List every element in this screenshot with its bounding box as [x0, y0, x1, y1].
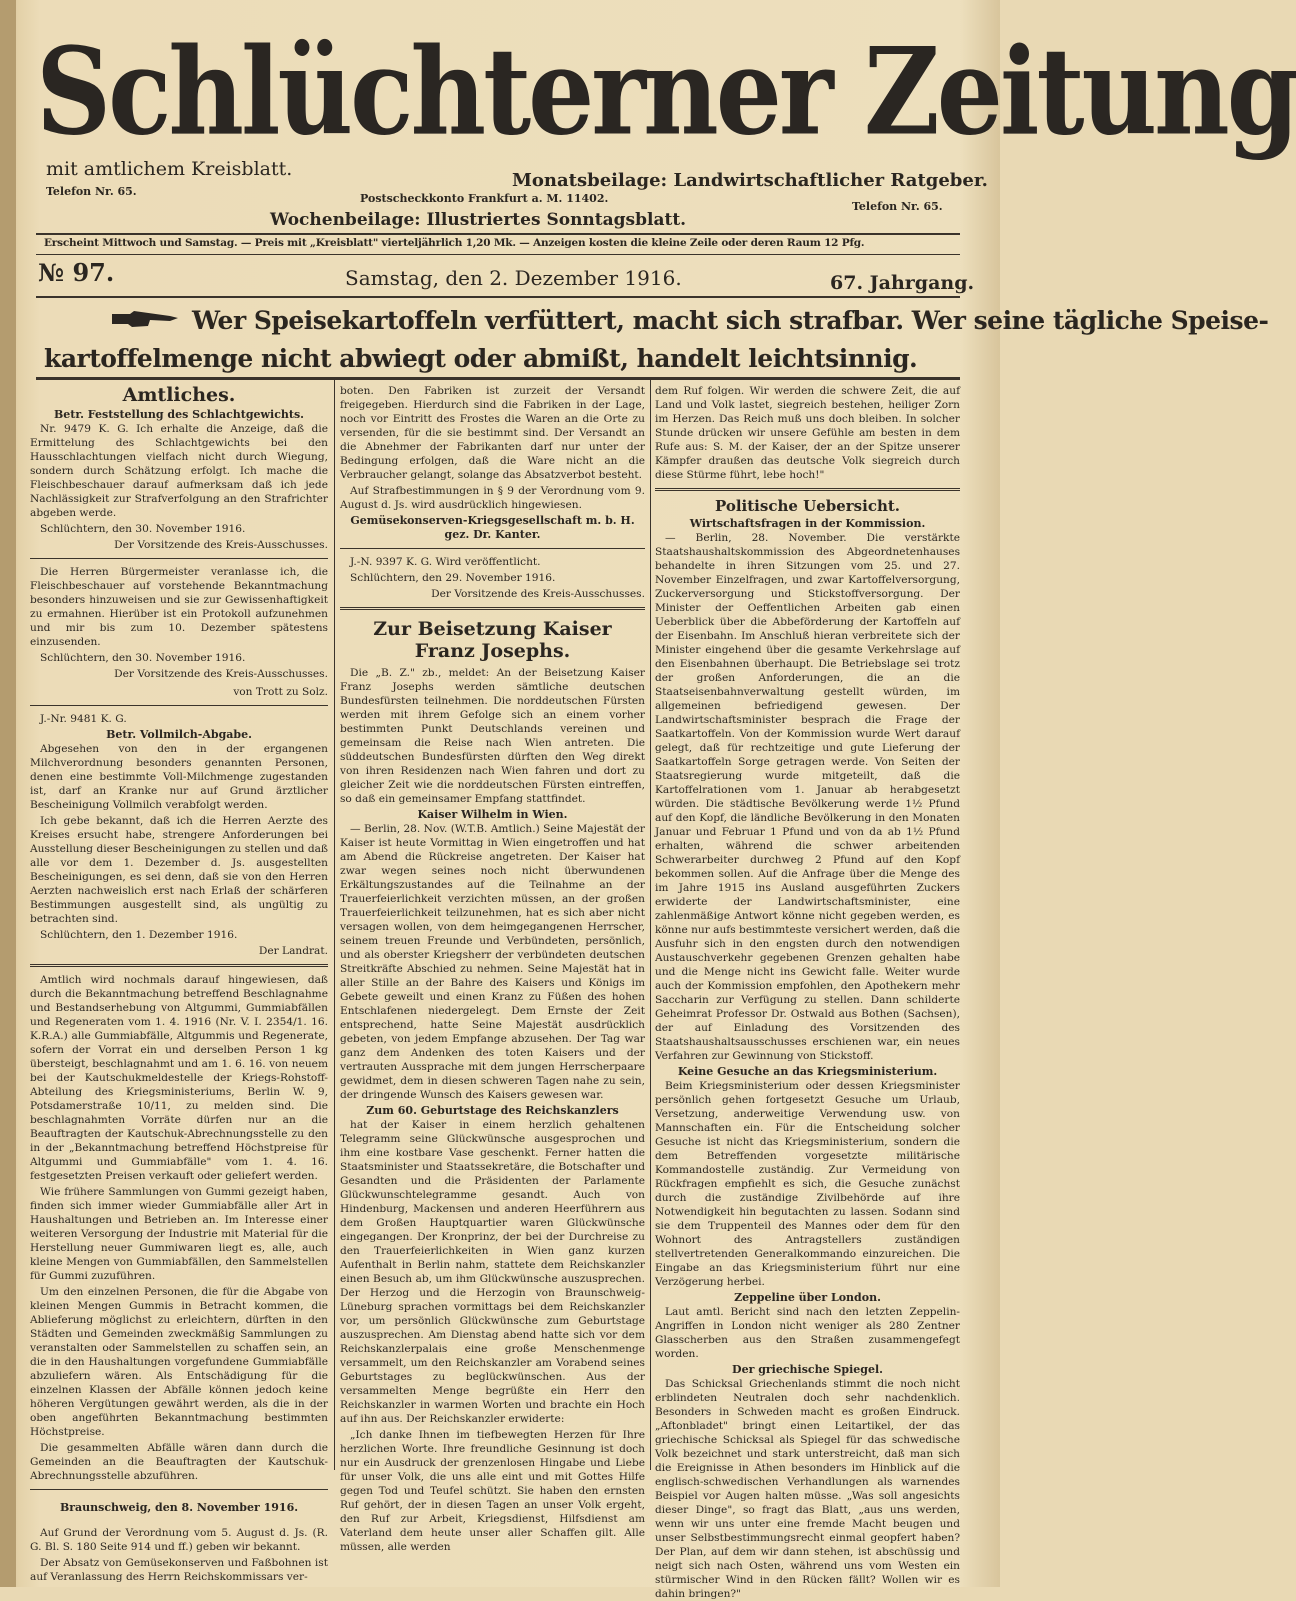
- article-text: — Berlin, 28. Nov. (W.T.B. Amtlich.) Seine Majestät der Kaiser ist heute Vormittag in Wien eingetroffen und hat am Abend die Rückreise angetreten. Der Kaiser hat zwar wegen seines noch nicht überwundenen Erkältungszustandes auf die Teilnahme an der Trauerfeierlichkeit verzichten müssen, an der großen Trauerfeierlichkeit teilzunehmen, hat es sich aber nicht versagen wollen, von dem heimgegangenen Herrscher, seinem treuen Freunde und Verbündeten, persönlich, und als oberster Kriegsherr der verbündeten deutschen Streitkräfte Abschied zu nehmen. Seine Majestät hat in aller Stille an der Bahre des Kaisers und Königs im Gebete geweilt und einen Kranz zu Füßen des hohen Entschlafenen niedergelegt. Dem Ernste der Zeit entsprechend, hatte Seine Majestät ausdrücklich gebeten, von jedem Empfange abzusehen. Der Tag war ganz dem Andenken des toten Kaisers und der vertrauten Aussprache mit dem jungen Herrscherpaare gewidmet, dem in diesen schweren Tagen nahe zu sein, der dringende Wunsch des Kaisers gewesen war.: [340, 823, 645, 1101]
- article-text: „Ich danke Ihnen im tiefbewegten Herzen für Ihre herzlichen Worte. Ihre freundliche Gesinnung ist doch nur ein Ausdruck der grenzenlosen Hingabe und Liebe für unser Volk, die uns alle eint und mit Gottes Hilfe gegen Tod und Teufel schützt. Sie haben den ernsten Ruf gehört, der in diesen Tagen an unser Volk ergeht, den Ruf zur Arbeit, Kriegsdienst, Hilfsdienst am Vaterland dem heute unser aller Schaffen gilt. Alle müssen, alle werden: [340, 1429, 645, 1553]
- dateline: Schlüchtern, den 29. November 1916.: [350, 572, 556, 584]
- article-title: Keine Gesuche an das Kriegsministerium.: [677, 1065, 938, 1078]
- article-text: — Berlin, 28. November. Die verstärkte Staatshaushaltskommission des Abgeordnetenhauses behandelte in ihren Sitzungen vom 25. und 27. November Einzelfragen, und zwar Kartoffelversorgung, Zuckerversorgung und Stickstoffversorgung. Der Minister der Oeffentlichen Arbeiten gab einen Ueberblick über die Abbeförderung der Kartoffeln auf der Eisenbahn. Im Anschluß hieran verbreitete sich der Minister eingehend über die gesamte Verkehrslage auf den Eisenbahnen überhaupt. Die Betriebslage sei trotz der großen Anforderungen, die an die Staatseisenbahnverwaltung gestellt würden, im allgemeinen befriedigend gewesen. Der Landwirtschaftsminister besprach die Frage der Saatkartoffeln. Von der Kommission wurde Wert darauf gelegt, daß für rechtzeitige und gute Lieferung der Saatkartoffeln Sorge getragen werde. Von Seiten der Staatsregierung wurde mitgeteilt, daß die Kartoffelrationen vom 1. Januar ab herabgesetzt würden. Die städtische Bevölkerung werde 1½ Pfund auf den Kopf, die ländliche Bevölkerung in den Monaten Januar und Februar 1 Pfund und von da ab 1½ Pfund erhalten, während die schwer arbeitenden Schwerarbeiter durchweg 2 Pfund auf den Kopf bekommen sollen. Auf die Anfrage über die Menge des im Jahre 1915 ins Ausland ausgeführten Zuckers erwiderte der Landwirtschaftsminister, eine zahlenmäßige Antwort könne nicht gegeben werden, es könne nur aufs bestimmteste versichert werden, daß die Ausfuhr sich in den engsten durch den notwendigen Austauschverkehr gegebenen Grenzen gehalten habe und die Menge nicht ins Gewicht falle. Weiter wurde auch der Kommission empfohlen, den Apothekern mehr Saccharin zur Verfügung zu stellen. Dann schilderte Geheimrat Professor Dr. Ostwald aus Bothen (Sachsen), der auf Einladung des Vorsitzenden des Staatshaushaltsausschusses erschienen war, ein neues Verfahren zur Gewinnung von Stickstoff.: [655, 532, 960, 1062]
- section-heading-beisetzung: Zur Beisetzung Kaiser Franz Josephs.: [373, 618, 612, 662]
- rule: [36, 254, 960, 255]
- monatsbeilage: Monatsbeilage: Landwirtschaftlicher Ratgeber.: [512, 170, 988, 191]
- separator: [30, 558, 328, 559]
- separator: [30, 964, 328, 967]
- separator: [30, 1489, 328, 1490]
- issue-number: № 97.: [38, 258, 115, 287]
- article-text: Um den einzelnen Personen, die für die Abgabe von kleinen Mengen Gummis in Betracht kommen, die Ablieferung möglichst zu erleichtern, dürften in den Städten und Gemeinden zweckmäßig Sammlungen zu veranstalten oder Sammelstellen zu schaffen sein, an die in den Haushaltungen vorgefundene Gummiabfälle abzuliefern wären. Als Entschädigung für die einzelnen Klassen der Abfälle können jedoch keine höheren Vergütungen gewährt werden, als die in der oben angeführten Bekanntmachung bestimmten Höchstpreise.: [30, 1286, 328, 1438]
- dateline: Schlüchtern, den 1. Dezember 1916.: [40, 929, 238, 941]
- column-2: [340, 384, 645, 1553]
- article-text: Nr. 9479 K. G. Ich erhalte die Anzeige, daß die Ermittelung des Schlachtgewichts bei den Hausschlachtungen vielfach nicht durch Wiegung, sondern durch Schätzung erfolgt. Ich mache die Fleischbeschauer darauf aufmerksam daß ich jede Nachlässigkeit zur Strafverfolgung an den Strafrichter abgeben werde.: [30, 423, 328, 519]
- section-heading-amtliches: Amtliches.: [122, 384, 236, 406]
- article-text: Amtlich wird nochmals darauf hingewiesen, daß durch die Bekanntmachung betreffend Beschlagnahme und Bestandserhebung von Altgummi, Gummiabfällen und Regeneraten vom 1. 4. 1916 (Nr. V. I. 2354/1. 16. K.R.A.) alle Gummiabfälle, Altgummis und Regenerate, sofern der Vorrat ein und derselben Person 1 kg übersteigt, beschlagnahmt und am 1. 6. 16. von neuem bei der Kautschukmeldestelle der Kriegs-Rohstoff-Abteilung des Kriegsministeriums, Berlin W. 9, Potsdamerstraße 10/11, zu melden sind. Die beschlagnahmten Vorräte dürfen nur an die Beauftragten der Kautschuk-Abrechnungsstelle zu den in der „Bekanntmachung betreffend Höchstpreise für Altgummi und Gummiabfälle" vom 1. 4. 16. festgesetzten Preisen verkauft oder geliefert werden.: [30, 974, 328, 1182]
- signature-name: von Trott zu Solz.: [233, 686, 328, 698]
- separator: [340, 548, 645, 549]
- article-text: Ich gebe bekannt, daß ich die Herren Aerzte des Kreises ersucht habe, strengere Anforderungen bei Ausstellung dieser Bescheinigungen zu stellen und daß alle vor dem 1. Dezember d. Js. ausgestellten Bescheinigungen, es sei denn, daß sie von den Herren Aerzten nachweislich erst nach Erlaß der schärferen Bestimmungen ausgestellt sind, als ungültig zu betrachten sind.: [30, 815, 328, 925]
- article-text: Das Schicksal Griechenlands stimmt die noch nicht erblindeten Neutralen doch sehr nachdenklich. Besonders in Schweden macht es großen Eindruck. „Aftonbladet" bringt einen Leitartikel, der das griechische Schicksal als Spiegel für das schwedische Volk bezeichnet und stark unterstreicht, daß man sich die Ereignisse in Athen besonders im Hinblick auf die englisch-schwedischen Verhandlungen als warnendes Beispiel vor Augen halten müsse. „Was soll angesichts dieser Dinge", so fragt das Blatt, „aus uns werden, wenn wir uns unter eine fremde Macht beugen und unser Selbstbestimmungsrecht einmal geopfert haben? Der Plan, auf dem wir dann stehen, ist abschüssig und neigt sich nach Osten, während uns vom Westen ein stürmischer Wind in den Rücken fällt? Wollen wir es dahin bringen?": [655, 1378, 960, 1600]
- dateline: Schlüchtern, den 30. November 1916.: [40, 523, 246, 535]
- erscheint-line: Erscheint Mittwoch und Samstag. — Preis mit „Kreisblatt" vierteljährlich 1,20 Mk. — Anzeigen kosten die kleine Zeile oder deren Raum 12 Pfg.: [44, 237, 865, 249]
- article-title: Wirtschaftsfragen in der Kommission.: [689, 517, 926, 530]
- warning-line-2: kartoffelmenge nicht abwiegt oder abmißt, handelt leichtsinnig.: [44, 344, 918, 373]
- column-1: [30, 384, 328, 1583]
- article-text: dem Ruf folgen. Wir werden die schwere Zeit, die auf Land und Volk lastet, siegreich bestehen, heiliger Zorn im Herzen. Das Reich muß uns doch bleiben. In solcher Stunde drücken wir unsere Gefühle am besten in dem Rufe aus: S. M. der Kaiser, der an der Spitze unserer Kämpfer draußen das deutsche Volk siegreich durch diese Stürme führt, lebe hoch!": [655, 385, 960, 481]
- article-text: Auf Grund der Verordnung vom 5. August d. Js. (R. G. Bl. S. 180 Seite 914 und ff.) geben wir bekannt.: [30, 1527, 328, 1553]
- reference-number: J.-Nr. 9481 K. G.: [40, 713, 127, 725]
- article-text: Die gesammelten Abfälle wären dann durch die Gemeinden an die Beauftragten der Kautschuk-Abrechnungsstelle abzuführen.: [30, 1442, 328, 1482]
- telefon-right: Telefon Nr. 65.: [852, 200, 943, 213]
- page-edge: [0, 0, 16, 1587]
- wochenbeilage: Wochenbeilage: Illustriertes Sonntagsblatt.: [270, 210, 687, 230]
- signature-name: gez. Dr. Kanter.: [444, 528, 541, 541]
- signature: Der Vorsitzende des Kreis-Ausschusses.: [114, 668, 328, 680]
- dateline: Schlüchtern, den 30. November 1916.: [40, 652, 246, 664]
- article-text: Die Herren Bürgermeister veranlasse ich, die Fleischbeschauer auf vorstehende Bekanntmachung besonders hinzuweisen und sie zur Gewissenhaftigkeit zu ermahnen. Hierüber ist ein Protokoll aufzunehmen und mir bis zum 10. Dezember spätestens einzusenden.: [30, 566, 328, 648]
- separator: [340, 607, 645, 610]
- column-divider: [650, 380, 651, 1470]
- column-3: [655, 384, 960, 1600]
- article-title: Betr. Vollmilch-Abgabe.: [106, 728, 252, 741]
- column-divider: [334, 380, 335, 1470]
- signature: Der Vorsitzende des Kreis-Ausschusses.: [431, 588, 645, 600]
- article-title: Der griechische Spiegel.: [732, 1363, 883, 1376]
- article-text: boten. Den Fabriken ist zurzeit der Versandt freigegeben. Hierdurch sind die Fabriken in der Lage, noch vor Eintritt des Frostes die Waren an die Orte zu versenden, für die sie bestimmt sind. Der Versandt an die Abnehmer der Fabrikanten darf nur unter der Bedingung erfolgen, daß die Ware nicht an die Verbraucher gelangt, solange das Absatzverbot besteht.: [340, 385, 645, 481]
- pointing-hand-icon: [110, 308, 180, 330]
- article-text: Laut amtl. Bericht sind nach den letzten Zeppelin-Angriffen in London nicht weniger als 280 Zentner Glasscherben aus den Straßen zusammengefegt worden.: [655, 1306, 960, 1360]
- company-name: Gemüsekonserven-Kriegsgesellschaft m. b. H.: [350, 514, 635, 527]
- article-title: Zum 60. Geburtstage des Reichskanzlers: [366, 1104, 619, 1117]
- dateline: Braunschweig, den 8. November 1916.: [59, 1501, 299, 1514]
- article-title: Zeppeline über London.: [734, 1291, 881, 1304]
- article-text: Abgesehen von den in der ergangenen Milchverordnung besonders genannten Personen, denen eine bestimmte Voll-Milchmenge zugestanden ist, darf an Kranke nur auf Grund ärztlicher Bescheinigung Vollmilch verabfolgt werden.: [30, 743, 328, 811]
- article-text: Beim Kriegsministerium oder dessen Kriegsminister persönlich gehen fortgesetzt Gesuche um Urlaub, Versetzung, anderweitige Verwendung usw. von Mannschaften ein. Für die Entscheidung solcher Gesuche ist nicht das Kriegsministerium, sondern die dem Betreffenden vorgesetzte militärische Kommandostelle zuständig. Zur Vermeidung von Rückfragen empfiehlt es sich, die Gesuche zunächst durch die zuständige Zivilbehörde auf ihre Notwendigkeit hin begutachten zu lassen. Sodann sind sie dem Truppenteil des Mannes oder dem für den Wohnort des Antragstellers zuständigen stellvertretenden Generalkommando einzureichen. Die Eingabe an das Kriegsministerium führt nur eine Verzögerung herbei.: [655, 1080, 960, 1288]
- separator: [30, 705, 328, 706]
- article-title: Kaiser Wilhelm in Wien.: [417, 808, 568, 821]
- reference-number: J.-N. 9397 K. G. Wird veröffentlicht.: [350, 556, 541, 568]
- subtitle-kreisblatt: mit amtlichem Kreisblatt.: [46, 158, 293, 180]
- telefon-left: Telefon Nr. 65.: [46, 185, 137, 198]
- separator: [655, 488, 960, 491]
- article-title: Betr. Feststellung des Schlachtgewichts.: [53, 408, 305, 421]
- article-text: Wie frühere Sammlungen von Gummi gezeigt haben, finden sich immer wieder Gummiabfälle aller Art in Haushaltungen und Betrieben an. Im Interesse einer weiteren Versorgung der Industrie mit Material für die Herstellung neuer Gummiwaren liegt es, alle, auch kleine Mengen von Gummiabfällen, den Sammelstellen für Gummi zuzuführen.: [30, 1186, 328, 1282]
- section-heading-politische: Politische Uebersicht.: [714, 497, 901, 515]
- rule: [36, 377, 960, 380]
- article-text: Die „B. Z." zb., meldet: An der Beisetzung Kaiser Franz Josephs werden sämtliche deutschen Bundesfürsten teilnehmen. Die norddeutschen Fürsten werden mit ihrem Gefolge sich an einem vorher bestimmten Punkt Deutschlands vereinen und gemeinsam die Reise nach Wien antreten. Die süddeutschen Bundesfürsten dürften den Weg direkt von ihren Residenzen nach Wien fahren und dort zu gleicher Zeit wie die norddeutschen Fürsten eintreffen, so daß ein gemeinsamer Empfang stattfindet.: [340, 667, 645, 805]
- signature: Der Landrat.: [258, 945, 328, 957]
- article-text: Auf Strafbestimmungen in § 9 der Verordnung vom 9. August d. Js. wird ausdrücklich hingewiesen.: [340, 485, 645, 511]
- warning-line-1: Wer Speisekartoffeln verfüttert, macht sich strafbar. Wer seine tägliche Speise-: [192, 306, 1269, 335]
- signature: Der Vorsitzende des Kreis-Ausschusses.: [114, 539, 328, 551]
- issue-jahrgang: 67. Jahrgang.: [830, 272, 975, 294]
- rule: [36, 296, 960, 298]
- rule: [36, 233, 960, 235]
- postscheck: Postscheckkonto Frankfurt a. M. 11402.: [360, 192, 609, 205]
- article-text: Der Absatz von Gemüsekonserven und Faßbohnen ist auf Veranlassung des Herrn Reichskommissars ver-: [30, 1557, 328, 1583]
- article-text: hat der Kaiser in einem herzlich gehaltenen Telegramm seine Glückwünsche ausgesprochen und ihm eine kostbare Vase geschenkt. Ferner hatten die Staatsminister und Staatssekretäre, die Botschafter und Gesandten und die Präsidenten der Parlamente Glückwunschtelegramme gesandt. Auch von Hindenburg, Mackensen und anderen Heerführern aus dem Großen Hauptquartier waren Glückwünsche eingegangen. Der Kronprinz, der bei der Durchreise zu den Trauerfeierlichkeiten in Wien ganz kurzen Aufenthalt in Berlin nahm, stattete dem Reichskanzler einen Besuch ab, um ihm Glückwünsche auszusprechen. Der Herzog und die Herzogin von Braunschweig-Lüneburg sprachen vormittags bei dem Reichskanzler vor, um persönlich Glückwünsche zum Geburtstage auszusprechen. Am Dienstag abend hatte sich vor dem Reichskanzlerpalais eine große Menschenmenge versammelt, um den Reichskanzler am Vorabend seines Geburtstages zu beglückwünschen. Aus der versammelten Menge begrüßte ein Herr den Reichskanzler in warmen Worten und brachte ein Hoch auf ihn aus. Der Reichskanzler erwiderte:: [340, 1119, 645, 1425]
- issue-date: Samstag, den 2. Dezember 1916.: [345, 266, 682, 290]
- masthead-title: Schlüchterner Zeitung: [36, 20, 1296, 163]
